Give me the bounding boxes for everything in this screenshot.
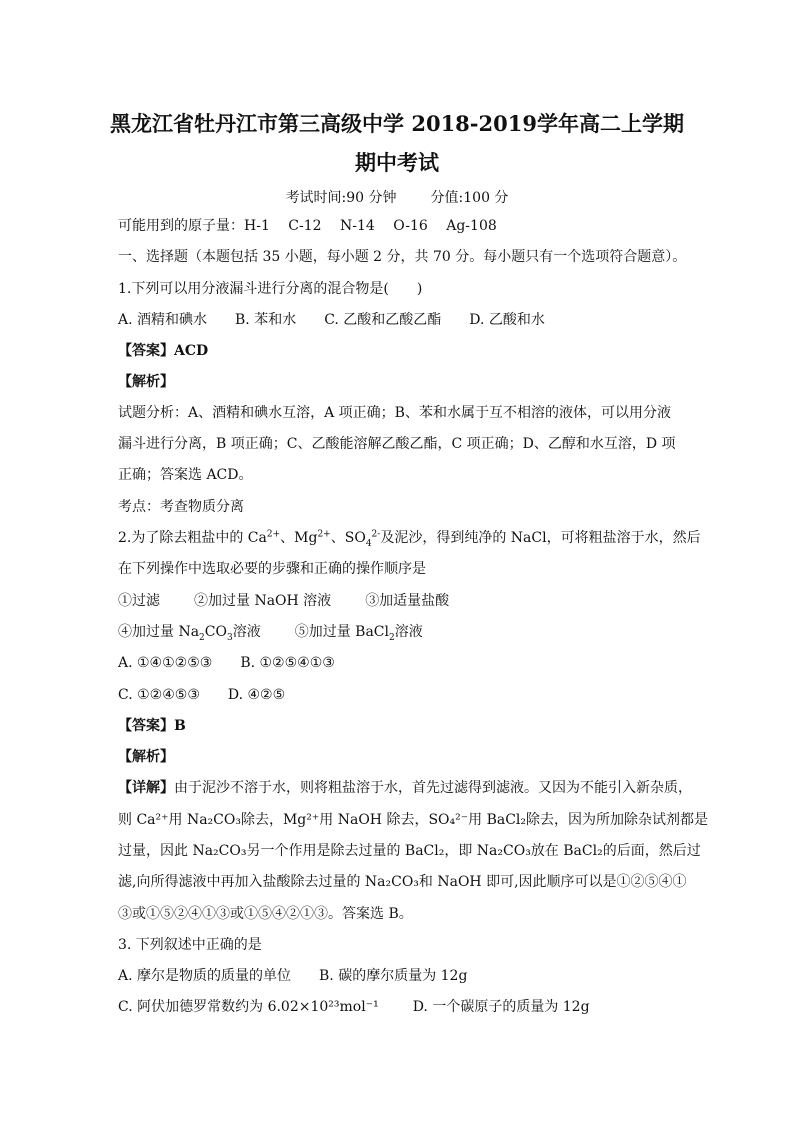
q2-stem-post: 及泥沙，得到纯净的 NaCl，可将粗盐溶于水，然后 [380, 530, 701, 546]
q2-op-4-mid: CO [204, 624, 227, 640]
q2-op-5-sub: 2 [389, 632, 395, 643]
q3-options-ab: A. 摩尔是物质的质量的单位 B. 碳的摩尔质量为 12g [118, 968, 468, 984]
q2-sup-1: 2+ [266, 529, 281, 540]
q2-op-4-pre: ④加过量 Na [118, 624, 200, 640]
q2-operations-row-1 [118, 592, 449, 610]
q2-detail-label: 【详解】 [118, 780, 174, 796]
q3-option-d: D. 一个碳原子的质量为 12g [412, 999, 590, 1015]
q2-op-4-post: 溶液 [232, 624, 261, 640]
q3-stem: 3. 下列叙述中正确的是 [118, 937, 262, 953]
q2-sup-3: 2- [371, 529, 381, 540]
q2-stem-mid-1: 、Mg [280, 530, 318, 546]
q1-stem: 1.下列可以用分液漏斗进行分离的混合物是( ) [118, 281, 423, 297]
exam-score: 分值:100 分 [430, 190, 509, 206]
q2-op-2: ②加过量 NaOH 溶液 [194, 593, 332, 609]
title-line-2: 期中考试 [355, 150, 439, 175]
q3-option-c: C. 阿伏加德罗常数约为 6.02×10²³mol⁻¹ [118, 999, 379, 1015]
q1-analysis-line-2: 漏斗进行分离，B 项正确；C、乙酸能溶解乙酸乙酯，C 项正确；D、乙醇和水互溶，D 项 [118, 436, 676, 452]
q2-detail-text-1: 由于泥沙不溶于水，则将粗盐溶于水，首先过滤得到滤液。又因为不能引入新杂质， [174, 780, 692, 796]
q3-options-cd [118, 998, 590, 1016]
q2-operations-row-2 [118, 623, 423, 641]
q2-detail-line-1 [118, 779, 692, 797]
q2-analysis-label: 【解析】 [118, 749, 174, 765]
atomic-masses: 可能用到的原子量：H-1 C-12 N-14 O-16 Ag-108 [118, 218, 497, 234]
q2-stem-line-2: 在下列操作中选取必要的步骤和正确的操作顺序是 [118, 561, 426, 577]
q2-op-5 [294, 624, 423, 643]
q2-op-5-post: 溶液 [394, 624, 423, 640]
q1-answer: 【答案】ACD [118, 343, 209, 359]
q2-op-3: ③加适量盐酸 [365, 593, 450, 609]
q2-sub: 4 [365, 538, 372, 549]
q2-options-cd: C. ①②④⑤③ D. ④②⑤ [118, 687, 286, 703]
q1-options: A. 酒精和碘水 B. 苯和水 C. 乙酸和乙酸乙酯 D. 乙酸和水 [118, 312, 545, 328]
title-line-1: 黑龙江省牡丹江市第三高级中学 2018-2019学年高二上学期 [110, 111, 684, 136]
q1-analysis-line-1: 试题分析：A、酒精和碘水互溶，A 项正确；B、苯和水属于互不相溶的液体，可以用分液 [118, 405, 671, 421]
q1-analysis-label: 【解析】 [118, 374, 174, 390]
q2-answer: 【答案】B [118, 718, 186, 734]
q2-stem-mid-2: 、SO [330, 530, 366, 546]
q2-op-4-sub-1: 2 [199, 632, 205, 643]
exam-time: 考试时间:90 分钟 [285, 190, 397, 206]
q2-op-4-sub-2: 3 [226, 632, 233, 643]
q1-point: 考点：考查物质分离 [118, 499, 244, 515]
q2-detail-line-5: ③或①⑤②④①③或①⑤④②①③。答案选 B。 [118, 906, 413, 922]
q2-stem-pre: 2.为了除去粗盐中的 Ca [118, 530, 267, 546]
q2-op-1: ①过滤 [118, 593, 160, 609]
q2-detail-line-4: 滤,向所得滤液中再加入盐酸除去过量的 Na₂CO₃和 NaOH 即可,因此顺序可以是①②⑤④① [118, 874, 687, 890]
section-heading: 一、选择题（本题包括 35 小题，每小题 2 分，共 70 分。每小题只有一个选项符合题意）。 [118, 249, 687, 265]
q2-op-5-pre: ⑤加过量 BaCl [294, 624, 389, 640]
q2-options-ab: A. ①④①②⑤③ B. ①②⑤④①③ [118, 655, 335, 671]
q2-detail-line-3: 过量，因此 Na₂CO₃另一个作用是除去过量的 BaCl₂，即 Na₂CO₃放在 BaCl₂的后面，然后过 [118, 843, 701, 859]
q2-detail-line-2: 则 Ca²⁺用 Na₂CO₃除去，Mg²⁺用 NaOH 除去，SO₄²⁻用 BaCl₂除去，因为所加除杂试剂都是 [118, 812, 709, 828]
q1-analysis-line-3: 正确；答案选 ACD。 [118, 467, 253, 483]
q2-op-4 [118, 624, 261, 643]
q2-sup-2: 2+ [317, 529, 331, 540]
q2-stem-line-1 [118, 529, 701, 547]
exam-info [0, 187, 794, 207]
